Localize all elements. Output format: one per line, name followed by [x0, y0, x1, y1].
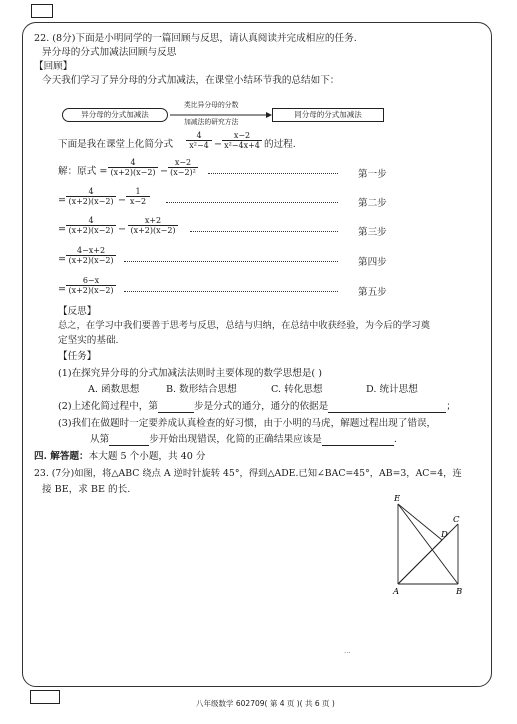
step2-dots: [166, 202, 338, 203]
corner-box-top: [31, 4, 53, 18]
reflect-line-2: 定坚实的基础.: [58, 335, 119, 346]
step2-fraction-b: $\frac{1}{x-2}$: [126, 187, 150, 206]
stray-dots: ...: [344, 647, 351, 655]
flow-top-label: 类比异分母的分数: [184, 101, 239, 109]
q22-title: 异分母的分式加减法回顾与反思: [42, 47, 177, 58]
page-footer: 八年级数学 602709( 第 4 页 )( 共 6 页 ): [196, 699, 335, 708]
step4-label: 第四步: [358, 257, 387, 268]
task-3-line-2: [90, 434, 397, 446]
option-a: A. 函数思想: [88, 384, 140, 395]
step1-dots: [208, 173, 338, 174]
reflect-tag: 【反思】: [58, 306, 97, 317]
task-2-blank-step[interactable]: [158, 403, 194, 413]
task-2-end: ；: [446, 401, 456, 412]
option-d: D. 统计思想: [366, 384, 418, 395]
step3-fraction-b: $\frac{x+2}{(x+2)(x-2)}$: [128, 216, 178, 235]
step2-fraction-a: $\frac{4}{(x+2)(x-2)}$: [66, 187, 116, 206]
simplify-suffix: 的过程.: [264, 139, 296, 150]
q23-line-1: 23. (7分)如图，将△ABC 绕点 A 逆时针旋转 45°，得到△ADE.已知∠BAC=45°，AB=3，AC=4，连: [34, 468, 462, 479]
task-2-text-a: (2)上述化简过程中，第: [58, 401, 158, 412]
option-b: B. 数形结合思想: [166, 384, 237, 395]
simplify-prefix: 下面是我在课堂上化简分式: [58, 139, 174, 150]
step2-eq: =: [58, 195, 67, 206]
task-2: [58, 401, 456, 413]
label-e: E: [394, 494, 401, 504]
segment-ed: [398, 504, 442, 540]
task-2-blank-basis[interactable]: [328, 403, 446, 413]
segment-ad: [398, 540, 442, 584]
option-c: C. 转化思想: [271, 384, 323, 395]
section-4-text: 本大题 5 个小题，共 40 分: [88, 451, 206, 462]
task-3-text-b: 步开始出现错误，化简的正确结果应该是: [149, 434, 322, 445]
step5-dots: [124, 291, 338, 292]
label-c: C: [453, 515, 460, 525]
flow-bottom-label: 加减法的研究方法: [184, 118, 239, 126]
step4-eq: =: [58, 254, 67, 265]
task-3-blank-result[interactable]: [322, 436, 394, 446]
step1-op: −: [160, 166, 169, 177]
task-3-text-a: 从第: [90, 434, 110, 445]
task-3-line-1: (3)我们在做题时一定要养成认真检查的好习惯，由于小明的马虎，解题过程出现了错误，: [58, 418, 437, 429]
step3-dots: [190, 231, 338, 232]
step5-fraction: $\frac{6-x}{(x+2)(x-2)}$: [66, 276, 116, 295]
step3-fraction-a: $\frac{4}{(x+2)(x-2)}$: [66, 216, 116, 235]
reflect-line-1: 总之，在学习中我们要善于思考与反思，总结与归纳，在总结中收获经验，为今后的学习奠: [58, 320, 430, 331]
solution-prefix: 解：原式 =: [58, 166, 108, 177]
review-tag: 【回顾】: [34, 61, 73, 72]
triangle-rotation-figure: [388, 488, 478, 603]
step3-op: −: [118, 224, 127, 235]
step2-label: 第二步: [358, 198, 387, 209]
step1-label: 第一步: [358, 169, 387, 180]
flow-left-box: 异分母的分式加减法: [62, 108, 168, 122]
task-3-blank-step[interactable]: [109, 436, 149, 446]
label-a: A: [393, 587, 400, 597]
step1-fraction-b: $\frac{x-2}{\text{(x−2)²}}$: [168, 158, 198, 177]
step4-fraction: $\frac{4-x+2}{(x+2)(x-2)}$: [66, 246, 116, 265]
simplify-minus: −: [214, 139, 223, 150]
task-tag: 【任务】: [58, 351, 97, 362]
task-3-end: .: [393, 434, 397, 445]
step5-eq: =: [58, 284, 67, 295]
step2-op: −: [118, 195, 127, 206]
segment-be: [398, 504, 458, 584]
step4-dots: [124, 261, 338, 262]
task-2-text-b: 步是分式的通分，通分的依据是: [193, 401, 329, 412]
flow-right-box: 同分母的分式加减法: [272, 108, 384, 122]
step5-label: 第五步: [358, 287, 387, 298]
corner-box-bottom: [30, 690, 60, 704]
flow-arrow: [168, 108, 272, 122]
review-text: 今天我们学习了异分母的分式加减法，在课堂小结环节我的总结如下：: [42, 75, 340, 86]
step3-label: 第三步: [358, 227, 387, 238]
simplify-fraction-2: $\frac{x-2}{\text{x²−4x+4}}$: [222, 131, 262, 150]
q23-line-2: 接 BE，求 BE 的长.: [42, 484, 131, 495]
label-b: B: [456, 587, 463, 597]
task-1: (1)在探究异分母的分式加减法法则时主要体现的数学思想是( ): [58, 368, 322, 379]
step3-eq: =: [58, 224, 67, 235]
label-d: D: [441, 530, 448, 540]
q22-head: 22. (8分)下面是小明同学的一篇回顾与反思，请认真阅读并完成相应的任务.: [34, 33, 357, 44]
simplify-fraction-1: $\frac{4}{\text{x²−4}}$: [186, 131, 212, 150]
section-4-tag: 四. 解答题：: [34, 451, 89, 462]
step1-fraction-a: $\frac{4}{(x+2)(x-2)}$: [108, 158, 158, 177]
section-4: [34, 451, 206, 463]
